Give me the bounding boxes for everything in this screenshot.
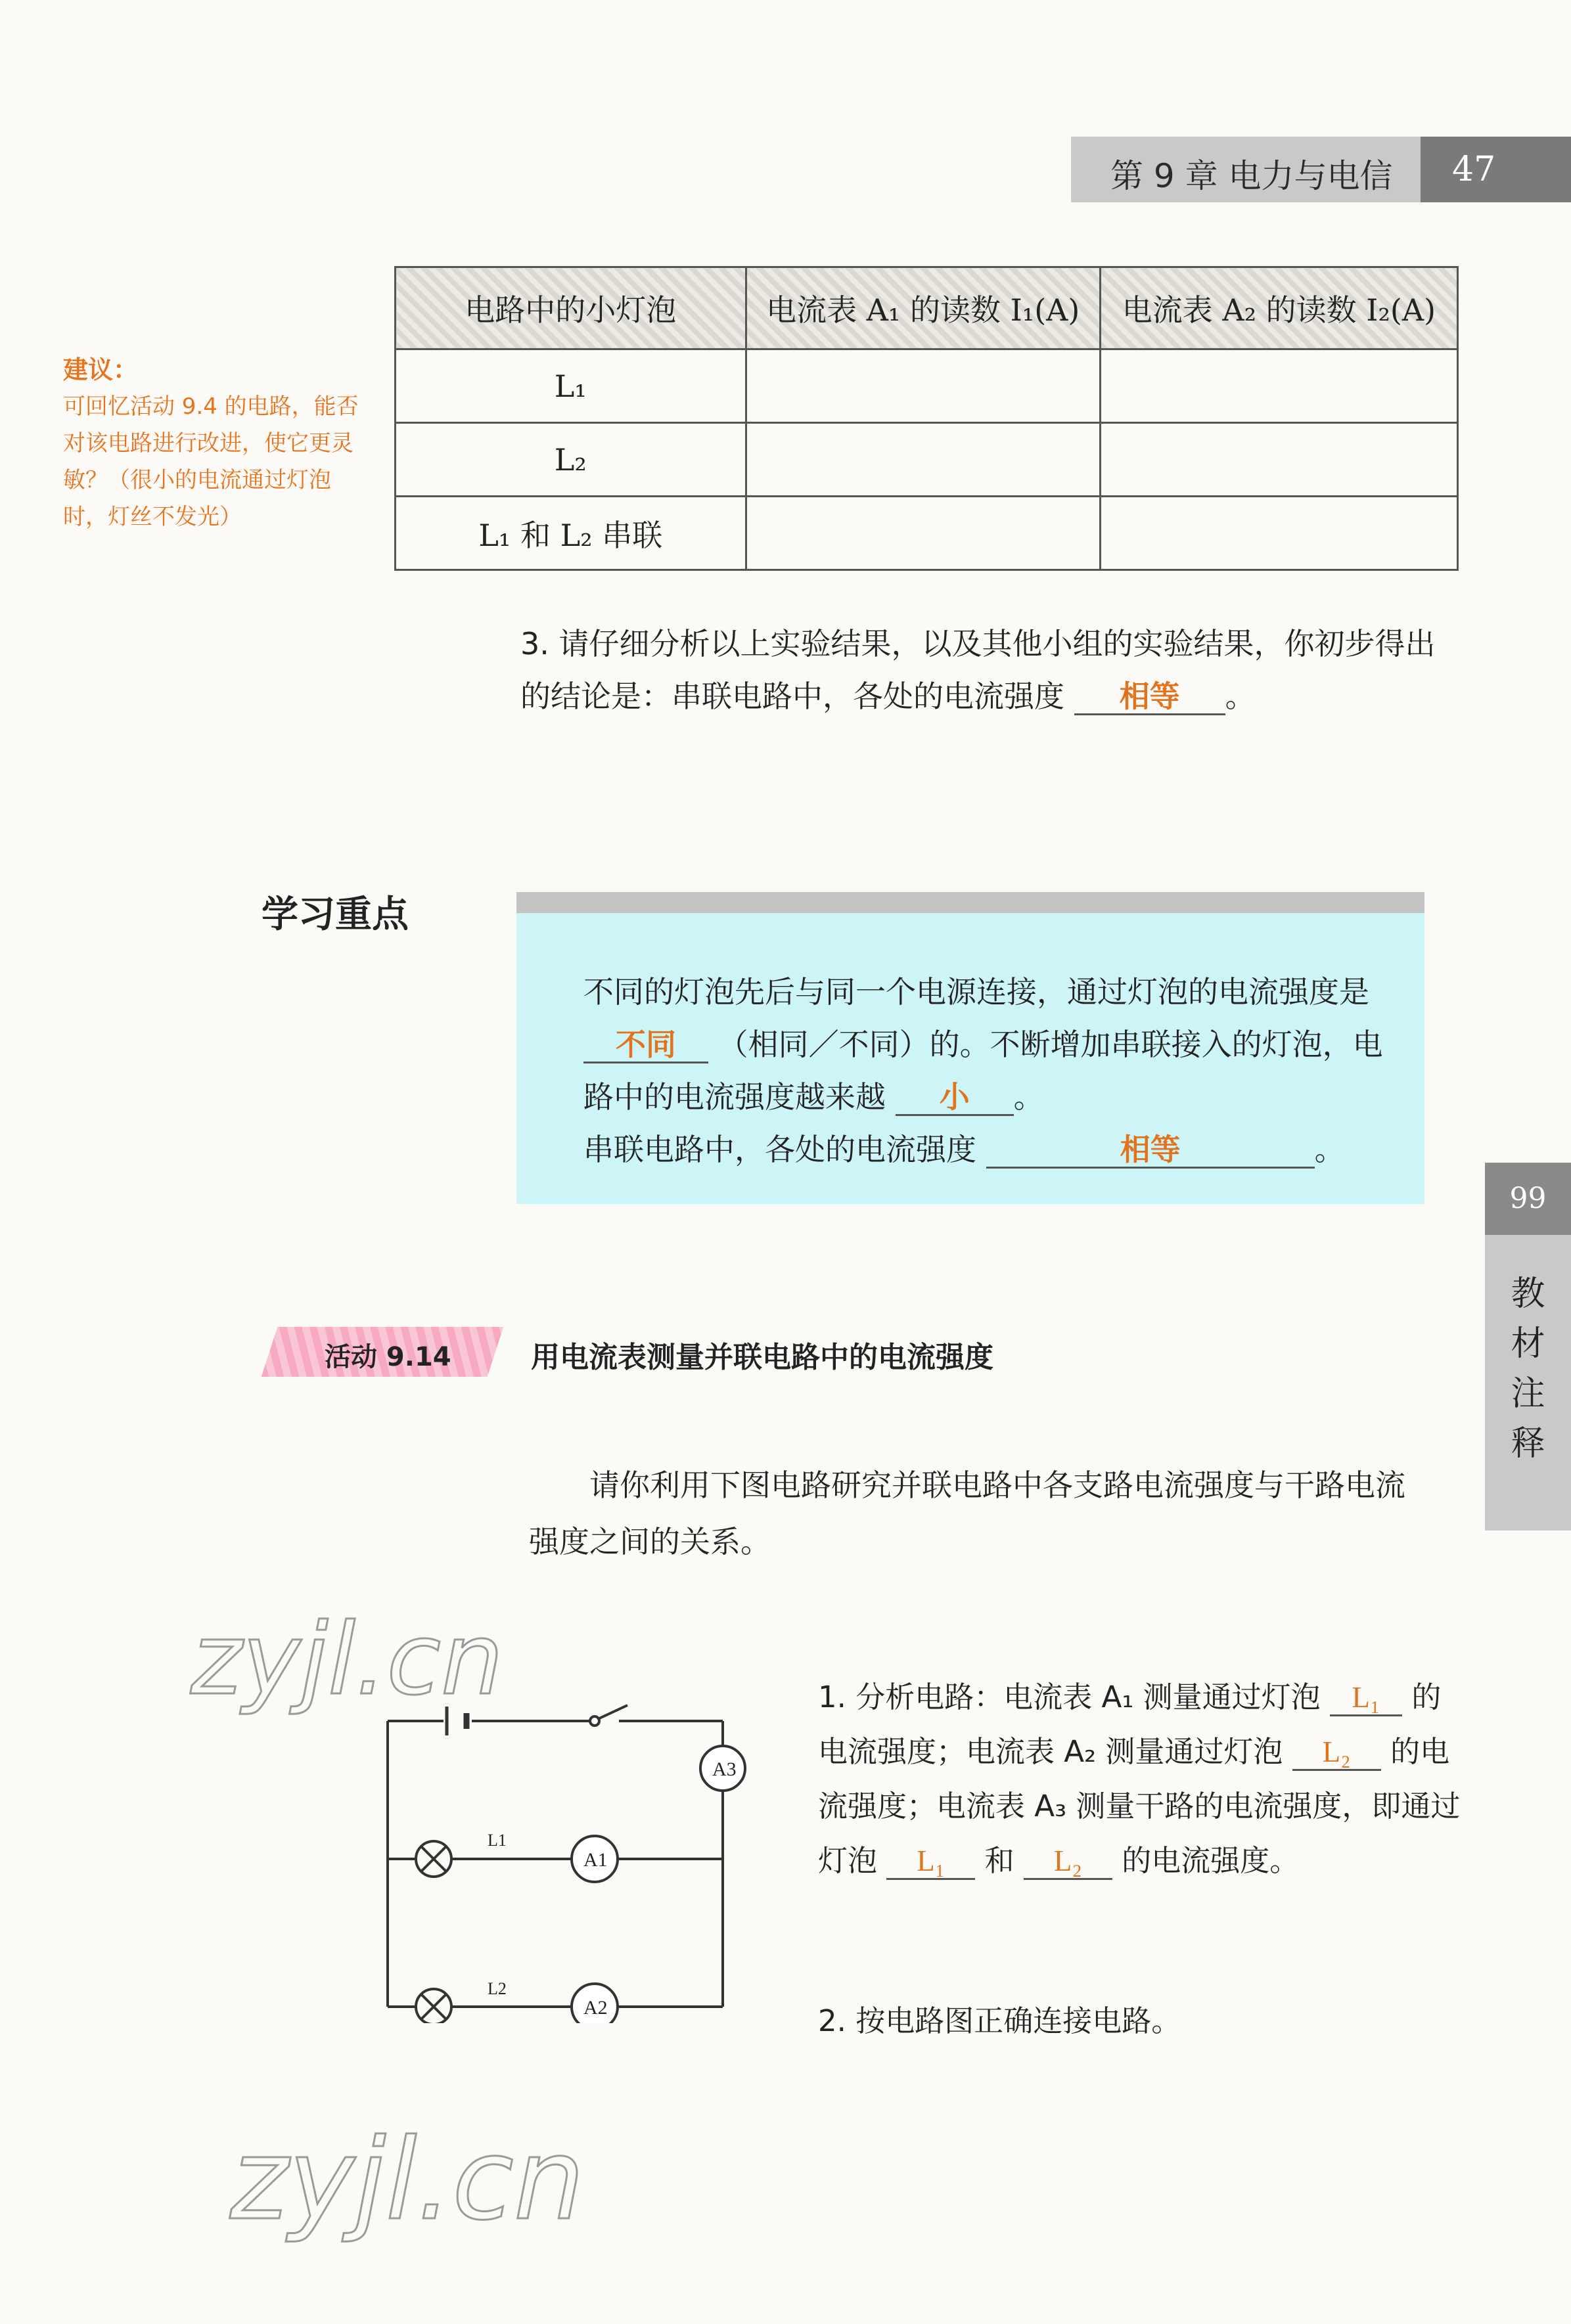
answer-blank: 不同 <box>583 1028 708 1063</box>
side-tab-char: 材 <box>1511 1324 1545 1364</box>
text-span: 的电流强度；电流表 A₂ 测量通过灯泡 <box>818 1680 1442 1769</box>
table-row <box>396 497 1458 570</box>
text-span: 。 <box>1314 1132 1345 1167</box>
lamp-l1-label: L1 <box>488 1831 507 1850</box>
text-span: （相同／不同）的。不断增加串联接入的灯泡，电路中的电流强度越来越 <box>583 1027 1383 1115</box>
question-text: 按电路图正确连接电路。 <box>855 2003 1181 2038</box>
table-cell <box>746 497 1100 570</box>
table-cell <box>1100 497 1457 570</box>
table-header-cell: 电路中的小灯泡 <box>396 267 746 349</box>
table-cell <box>746 423 1100 497</box>
activity-title: 用电流表测量并联电路中的电流强度 <box>531 1341 993 1374</box>
question-2 <box>818 1997 1181 2040</box>
answer-blank: 小 <box>896 1081 1014 1116</box>
table-header-row <box>396 267 1458 349</box>
tip-body: 可回忆活动 9.4 的电路，能否对该电路进行改进，使它更灵敏？（很小的电流通过灯泡时，灯丝不发光） <box>63 393 359 530</box>
ammeter-a3-label: A3 <box>712 1758 737 1780</box>
activity-intro: 请你利用下图电路研究并联电路中各支路电流强度与干路电流强度之间的关系。 <box>529 1467 1405 1559</box>
ammeter-a2-label: A2 <box>583 1997 608 2019</box>
question-text: 请仔细分析以上实验结果，以及其他小组的实验结果，你初步得出的结论是：串联电路中，各处的电流强度 <box>520 626 1436 714</box>
key-points-text <box>583 966 1398 1176</box>
text-span: 和 <box>984 1843 1014 1878</box>
results-table <box>394 266 1459 571</box>
punctuation: 。 <box>1225 679 1256 714</box>
question-3 <box>520 617 1447 723</box>
table-header-cell: 电流表 A₂ 的读数 I₂(A) <box>1100 267 1457 349</box>
answer-blank: 相等 <box>986 1133 1315 1169</box>
text-span: 不同的灯泡先后与同一个电源连接，通过灯泡的电流强度是 <box>583 974 1369 1010</box>
table-row <box>396 423 1458 497</box>
parallel-circuit-diagram <box>368 1682 762 2023</box>
answer-blank: L₂ <box>1292 1736 1381 1771</box>
question-number: 1. <box>818 1680 846 1714</box>
ammeter-a1-label: A1 <box>583 1849 608 1871</box>
side-tab-page-number: 99 <box>1485 1163 1571 1235</box>
answer-blank: L₂ <box>1024 1845 1112 1880</box>
table-cell: L₁ 和 L₂ 串联 <box>396 497 746 570</box>
answer-blank: L₁ <box>886 1845 975 1880</box>
side-tab-char: 注 <box>1511 1374 1545 1414</box>
lamp-l2-label: L2 <box>488 1979 507 1998</box>
table-cell: L₁ <box>396 349 746 423</box>
side-tab-char: 教 <box>1511 1274 1545 1314</box>
answer-blank: L₁ <box>1330 1682 1402 1716</box>
switch-lever <box>598 1705 627 1719</box>
watermark: zyjl.cn <box>191 1603 504 1717</box>
table-cell: L₂ <box>396 423 746 497</box>
key-points-title: 学习重点 <box>262 893 409 936</box>
lamp-l2-symbol <box>416 1989 451 2023</box>
text-span: 的电流强度；电流表 A₃ 测量干路的电流强度，即通过灯泡 <box>818 1734 1461 1878</box>
text-span: 串联电路中，各处的电流强度 <box>583 1132 976 1167</box>
question-number: 3. <box>520 626 549 661</box>
watermark: zyjl.cn <box>230 2115 585 2245</box>
table-header-cell: 电流表 A₁ 的读数 I₁(A) <box>746 267 1100 349</box>
table-row <box>396 349 1458 423</box>
sidebar-tip <box>63 351 372 535</box>
text-span: 分析电路：电流表 A₁ 测量通过灯泡 <box>855 1680 1321 1714</box>
table-cell <box>1100 423 1457 497</box>
key-points-header-strip <box>516 892 1424 913</box>
lamp-l1-symbol <box>416 1841 451 1877</box>
question-number: 2. <box>818 2003 846 2038</box>
side-tab-char: 释 <box>1511 1424 1545 1464</box>
tip-title: 建议： <box>63 355 139 384</box>
question-1 <box>818 1670 1462 1888</box>
side-tab-label <box>1485 1235 1571 1531</box>
text-span: 的电流强度。 <box>1122 1843 1300 1878</box>
activity-label: 活动 9.14 <box>325 1342 451 1372</box>
table-cell <box>1100 349 1457 423</box>
page-number: 47 <box>1421 137 1571 202</box>
table-cell <box>746 349 1100 423</box>
answer-blank: 相等 <box>1074 680 1225 715</box>
text-span: 。 <box>1013 1079 1044 1115</box>
chapter-title: 第 9 章 电力与电信 <box>1110 157 1393 195</box>
